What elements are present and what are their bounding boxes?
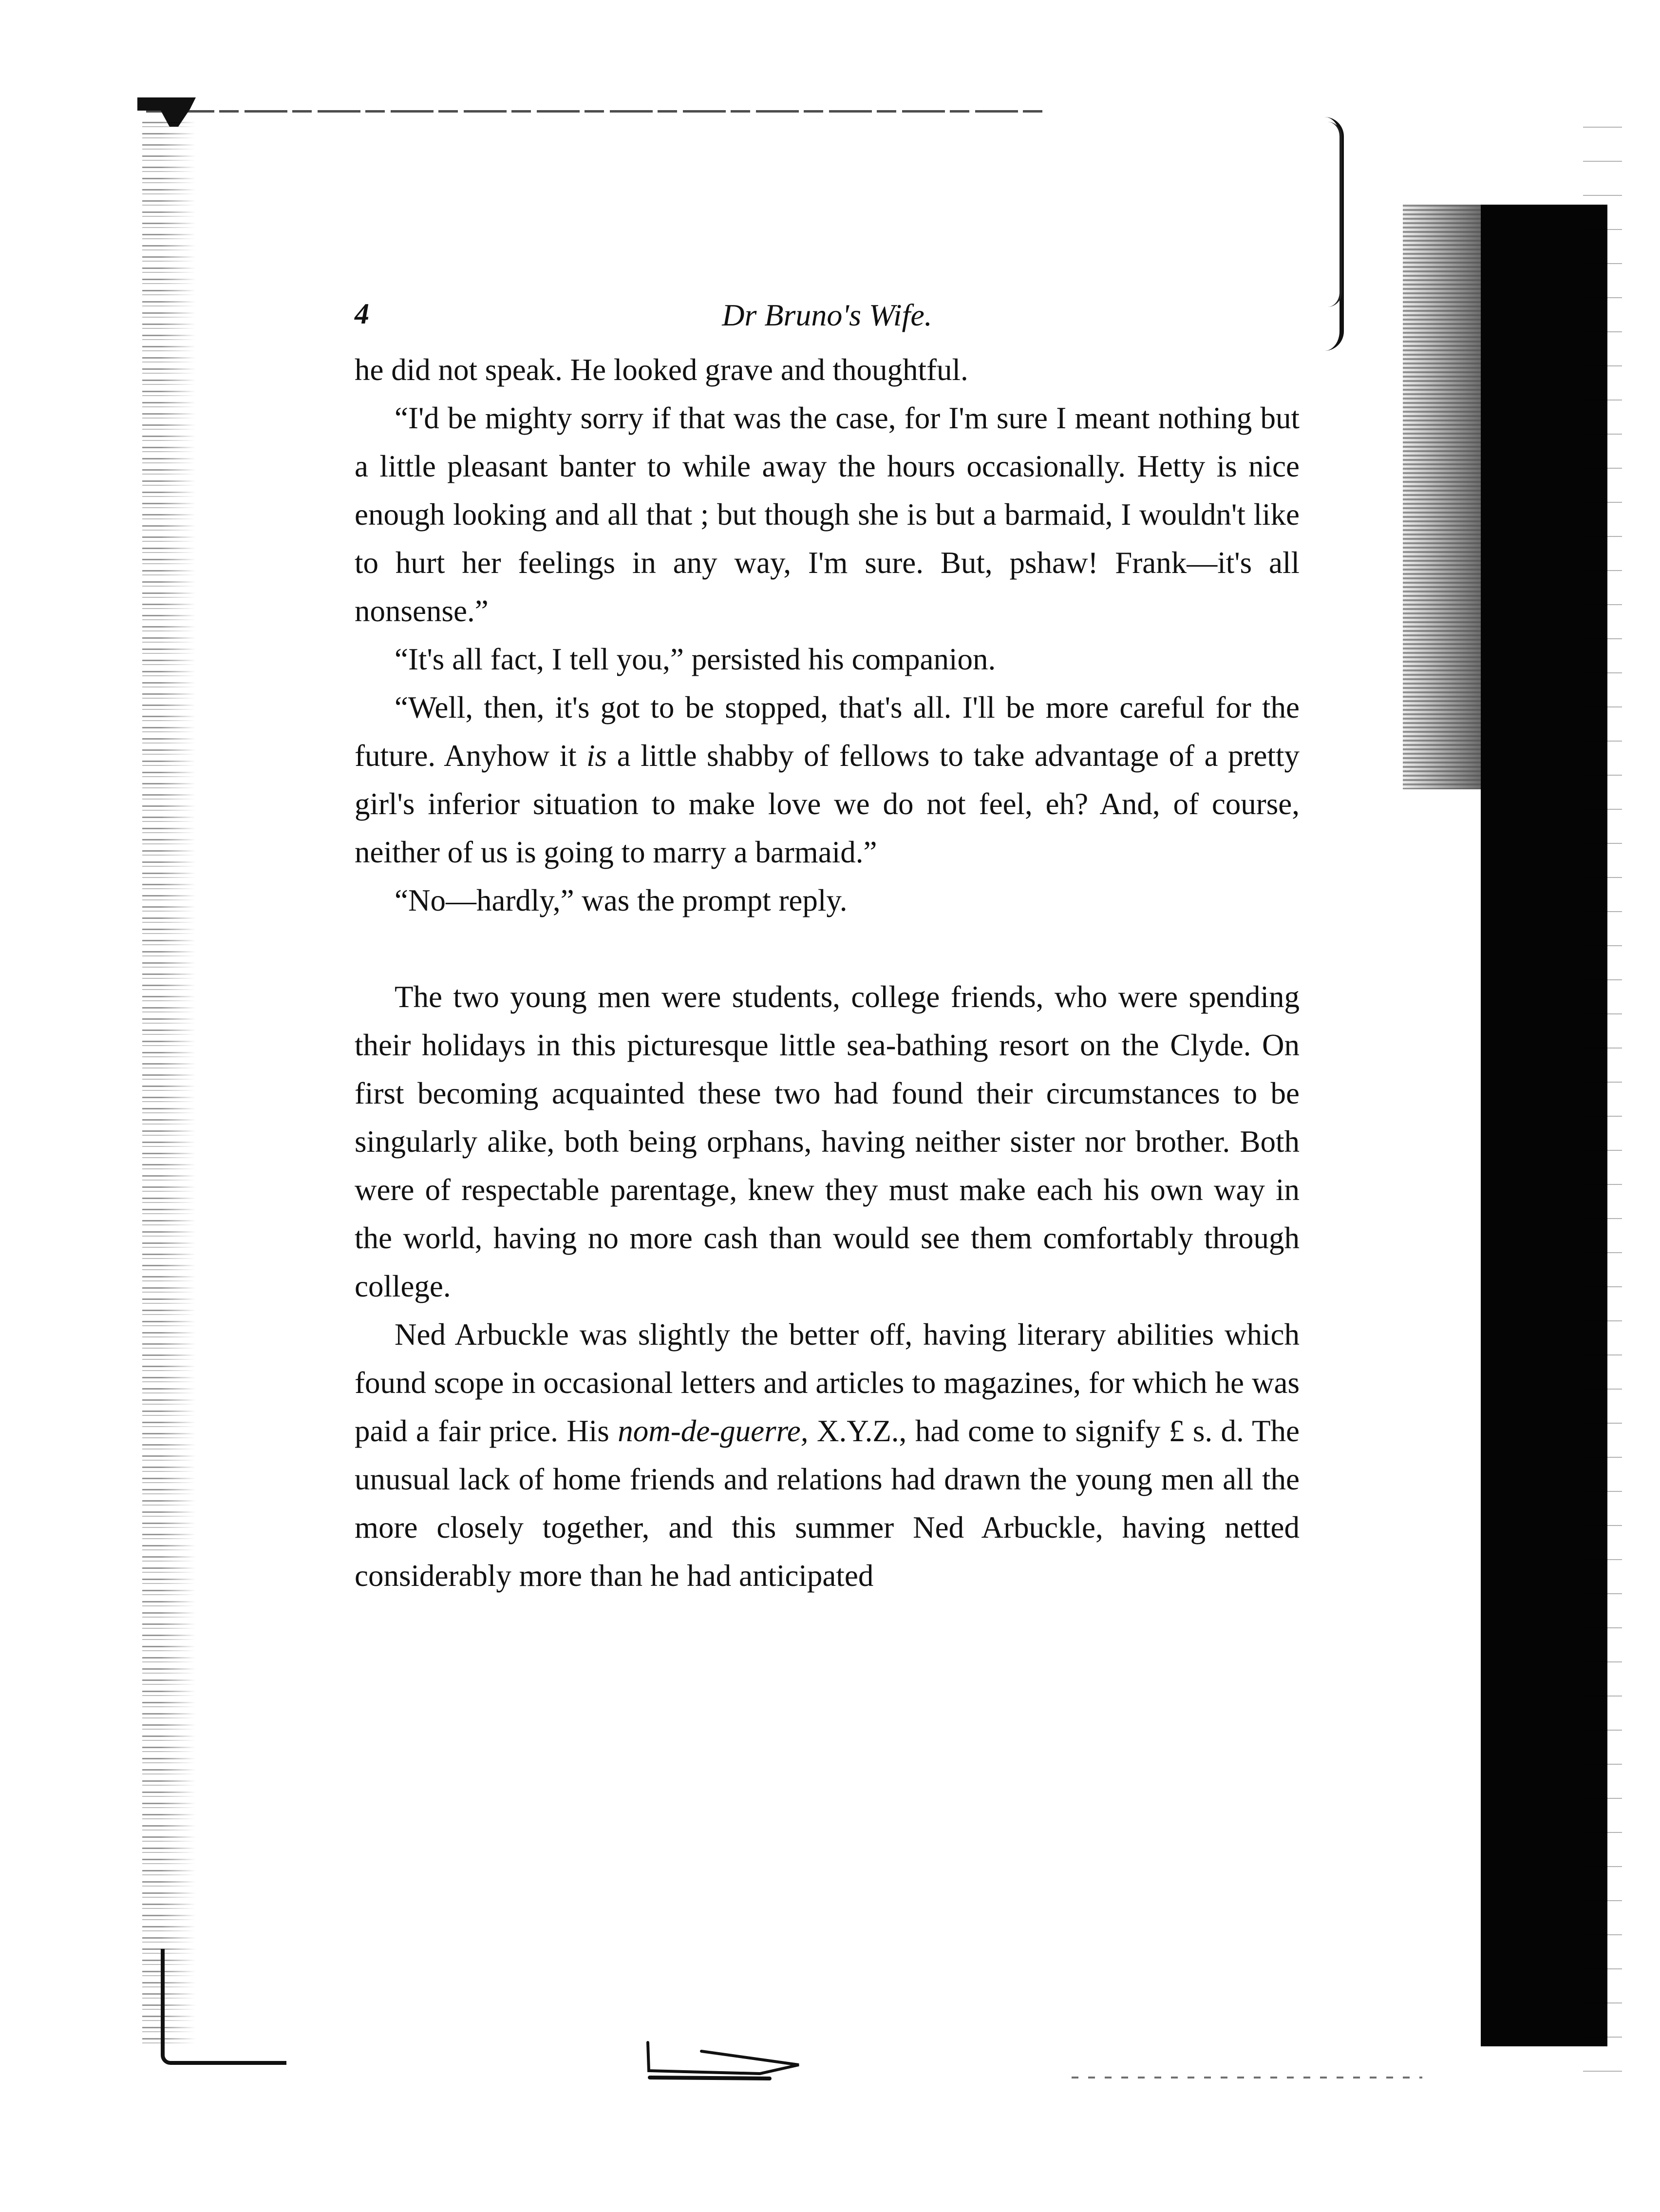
running-title: Dr Bruno's Wife. [722,298,932,332]
paragraph-text: a little shabby of fellows to take advantage of a pretty girl's inferior situation to make love we do not feel, eh? And, of course, neither of us is going to marry a barmaid.” [355,739,1300,869]
paragraph-text: Ned Arbuckle was slightly the better off, having literary abilities which found scope in occasional letters and articles to magazines, for which he was paid a fair price. His [355,1317,1300,1448]
italic-text: nom-de-guerre, [618,1414,809,1448]
body-text [355,346,1300,1600]
scan-bottom-dashes [1072,2077,1422,2079]
paragraph-text: X.Y.Z., had come to signify £ s. d. The unusual lack of home friends and relations had drawn the young men all the more closely together, and this summer Ned Arbuckle, having netted considerably more than he had anticipated [355,1414,1300,1593]
paragraph [355,1311,1300,1600]
italic-text: is [586,739,607,773]
paragraph [355,635,1300,684]
paragraph [355,346,1300,394]
paragraph-text: “It's all fact, I tell you,” persisted his companion. [395,642,996,676]
page-content [355,287,1300,1600]
paragraph-text: “I'd be mighty sorry if that was the case, for I'm sure I meant nothing but a little pleasant banter to while away the hours occasionally. Hetty is nice enough looking and all that ; but though she is but a barmaid, I wouldn't like to hurt her feelings in any way, I'm sure. But, pshaw! Frank—it's all nonsense.” [355,401,1300,628]
paragraph [355,877,1300,925]
scan-left-bracket [161,1949,286,2065]
scan-left-edge-noise [142,122,196,2046]
scan-right-specks [1583,127,1622,2076]
page-number: 4 [355,298,369,330]
running-head [355,287,1300,346]
paragraph [355,684,1300,877]
scan-page-curl-inner [1320,122,1342,307]
paragraph [355,394,1300,635]
paragraph-text: The two young men were students, college friends, who were spending their holidays in this picturesque little sea-bathing resort on the Clyde. On first becoming acquainted these two had found their circumstances to be singularly alike, both being orphans, having neither sister nor brother. Both were of respectable parentage, knew they must make each his own way in the world, having no more cash than would see them comfortably through college. [355,980,1300,1303]
scan-top-rule [146,110,1042,113]
scan-right-edge-noise [1403,205,1486,789]
paragraph-text: “Well, then, it's got to be stopped, that's all. I'll be more careful for the future. Anyhow it [355,690,1300,773]
scan-bottom-scribble [643,2037,804,2080]
paragraph-text: “No—hardly,” was the prompt reply. [395,883,848,917]
paragraph [355,973,1300,1311]
paragraph-text: he did not speak. He looked grave and thoughtful. [355,353,968,387]
